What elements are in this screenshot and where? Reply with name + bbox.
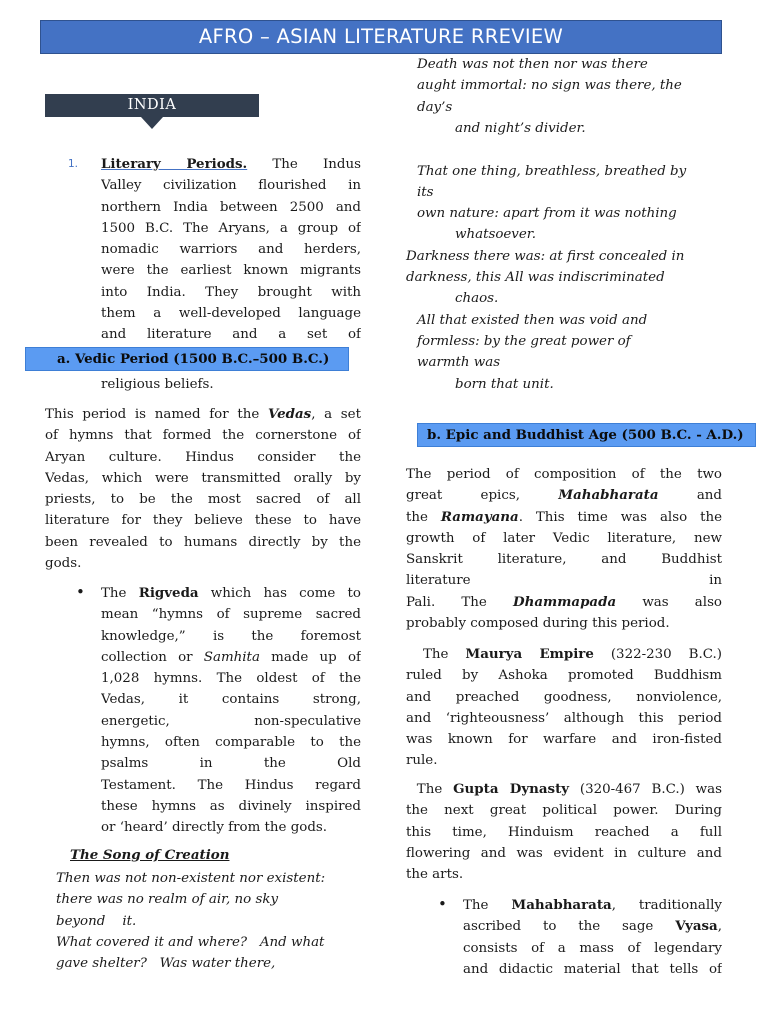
vedic-period-heading: a. Vedic Period (1500 B.C.–500 B.C.) <box>25 347 349 371</box>
literary-periods-term: Literary Periods. <box>101 156 248 172</box>
vyasa-term: Vyasa <box>675 918 718 935</box>
poem-line: whatsoever. <box>455 227 536 243</box>
poem-line: its <box>417 184 434 200</box>
epic-buddhist-age-heading: b. Epic and Buddhist Age (500 B.C. - A.D.) <box>417 423 756 447</box>
poem-line: own nature: apart from it was nothing <box>417 206 677 222</box>
vedas-term: Vedas <box>267 406 312 422</box>
poem-line: day’s <box>417 99 453 115</box>
poem-line: Darkness there was: at first concealed in <box>406 248 685 264</box>
gupta-dynasty-term: Gupta Dynasty <box>453 781 570 797</box>
list-number: 1. <box>68 158 79 170</box>
mahabharata-bullet-term: Mahabharata <box>511 897 612 913</box>
song-of-creation-title: The Song of Creation <box>70 847 230 863</box>
poem-line: aught immortal: no sign was there, the <box>417 78 682 94</box>
bullet-icon: • <box>76 583 85 601</box>
rigveda-term: Rigveda <box>138 585 199 601</box>
poem-line: chaos. <box>455 291 499 307</box>
section-label-text: INDIA <box>127 97 177 113</box>
ramayana-term: Ramayana <box>440 508 519 525</box>
maurya-empire-term: Maurya Empire <box>465 646 594 662</box>
song-of-creation-poem-left: Then was not non-existent nor existent: there was no realm of air, no sky beyond it. What covered it and where? And what gave shelter? Was water there, <box>56 871 326 972</box>
poem-line: formless: by the great power of <box>417 333 631 349</box>
poem-line: Death was not then nor was there <box>417 57 648 72</box>
poem-line: darkness, this All was indiscriminated <box>406 270 665 285</box>
poem-line: All that existed then was void and <box>417 312 648 328</box>
down-arrow-icon <box>141 117 163 129</box>
dhammapada-term: Dhammapada <box>513 593 617 610</box>
literary-periods-paragraph: Literary Periods. The Indus Valley civilization flourished in northern India between 2500 and 1500 B.C. The Aryans, a group of nomadic warriors and herders, were the earliest known migrants into India. They brought with them a well-developed language and literature and a set of <box>101 156 361 343</box>
maurya-empire-paragraph: The Maurya Empire (322-230 B.C.) ruled by Ashoka promoted Buddhism and preached goodness, nonviolence, and ‘righteousness’ although this period was known for warfare and iron-fisted rule. <box>406 646 722 769</box>
mahabharata-term: Mahabharata <box>558 487 659 504</box>
bullet-icon: • <box>438 895 447 913</box>
mahabharata-paragraph: The Mahabharata, traditionally ascribed to the sage Vyasa, consists of a mass of legendary and didactic material that tells of <box>463 897 722 977</box>
poem-line: warmth was <box>417 355 501 371</box>
samhita-term: Samhita <box>203 649 260 665</box>
literary-periods-tail: religious beliefs. <box>101 377 214 392</box>
epic-period-paragraph: The period of composition of the two great epics, Mahabharata and the Ramayana. This time was also the growth of later Vedic literature, new Sanskrit literature, and Buddhist literature in Pali. The Dhammapada was also probably composed during this period. <box>406 467 722 632</box>
page-title: AFRO – ASIAN LITERATURE RREVIEW <box>198 25 564 48</box>
poem-line: and night’s divider. <box>455 120 586 136</box>
gupta-dynasty-paragraph: The Gupta Dynasty (320-467 B.C.) was the next great political power. During this time, Hinduism reached a full flowering and was evident in culture and the arts. <box>406 781 722 883</box>
rigveda-paragraph: The Rigveda which has come to mean “hymns of supreme sacred knowledge,” is the foremost collection or Samhita made up of 1,028 hymns. The oldest of the Vedas, it contains strong, energetic, non-speculative hymns, often comparable to the psalms in the Old Testament. The Hindus regard these hymns as divinely inspired or ‘heard’ directly from the gods. <box>101 585 361 836</box>
poem-line: That one thing, breathless, breathed by <box>417 163 687 179</box>
section-label-india <box>45 94 259 117</box>
page-title-banner <box>40 20 722 54</box>
vedas-paragraph: This period is named for the Vedas, a set of hymns that formed the cornerstone of Aryan culture. Hindus consider the Vedas, which were transmitted orally by priests, to be the most sacred of all literature for they believe these to have been revealed to humans directly by the gods. <box>45 406 361 572</box>
poem-line: born that unit. <box>455 376 554 392</box>
